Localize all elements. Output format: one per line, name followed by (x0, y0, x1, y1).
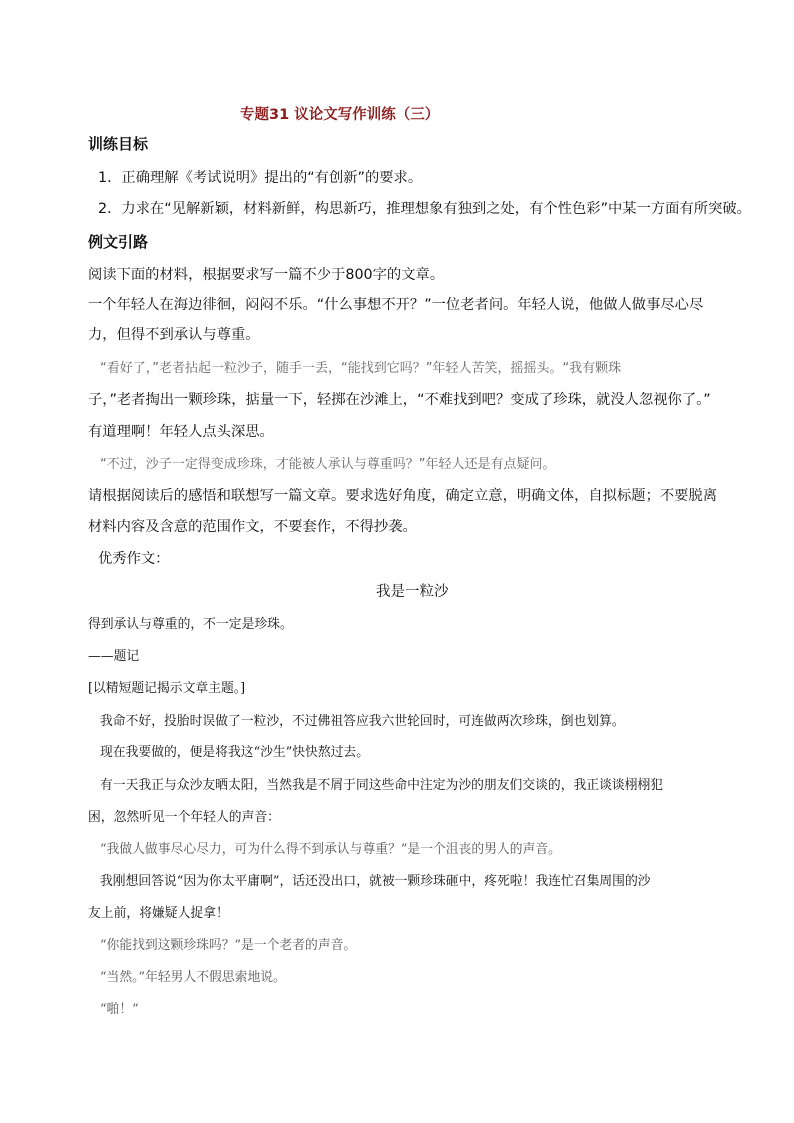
essay-annotation: [以精短题记揭示文章主题。] (88, 681, 246, 696)
material-line: 一个年轻人在海边徘徊，闷闷不乐。“什么事想不开？”一位老者问。年轻人说，他做人做事尽心尽 (88, 297, 704, 313)
essay-title: 我是一粒沙 (376, 584, 449, 600)
material-line: 力，但得不到承认与尊重。 (88, 327, 260, 343)
essay-line: “你能找到这颗珍珠吗？”是一个老者的声音。 (100, 938, 357, 953)
essay-line: 我刚想回答说“因为你太平庸啊”，话还没出口，就被一颗珍珠砸中，疼死啦！我连忙召集周围的沙 (100, 874, 651, 889)
material-line: “看好了，”老者拈起一粒沙子，随手一丢，“能找到它吗？”年轻人苦笑，摇摇头。“我有颗珠 (100, 361, 622, 376)
excellent-essay-label: 优秀作文： (98, 551, 170, 567)
requirement-line: 请根据阅读后的感悟和联想写一篇文章。要求选好角度，确定立意，明确文体，自拟标题；不要脱离 (88, 488, 718, 504)
goal-item-2: 2．力求在“见解新颖，材料新鲜，构思新巧，推理想象有独到之处，有个性色彩”中某一方面有所突破。 (98, 201, 751, 217)
essay-line: 友上前，将嫌疑人捉拿！ (88, 906, 229, 921)
essay-line: 有一天我正与众沙友晒太阳，当然我是不屑于同这些命中注定为沙的朋友们交谈的，我正谈谈栩栩犯 (100, 778, 664, 793)
essay-line: 困，忽然听见一个年轻人的声音： (88, 810, 280, 825)
goals-heading: 训练目标 (88, 135, 149, 153)
essay-line: 现在我要做的，便是将我这“沙生”快快熬过去。 (100, 745, 370, 760)
essay-line: “我做人做事尽心尽力，可为什么得不到承认与尊重？”是一个沮丧的男人的声音。 (100, 842, 561, 857)
essay-line: “当然。”年轻男人不假思索地说。 (100, 970, 286, 985)
material-line: 有道理啊！年轻人点头深思。 (88, 424, 274, 440)
essay-line: 我命不好，投胎时误做了一粒沙，不过佛祖答应我六世轮回时，可连做两次珍珠，倒也划算。 (100, 714, 625, 729)
essay-line: ——题记 (88, 649, 140, 664)
material-line: 子，”老者掏出一颗珍珠，掂量一下，轻掷在沙滩上，“不难找到吧？变成了珍珠，就没人忽视你了。” (88, 392, 711, 408)
material-instruction: 阅读下面的材料，根据要求写一篇不少于800字的文章。 (88, 267, 445, 283)
requirement-line: 材料内容及含意的范围作文，不要套作，不得抄袭。 (88, 519, 417, 535)
essay-line: 得到承认与尊重的，不一定是珍珠。 (88, 617, 293, 632)
page-title: 专题31 议论文写作训练（三） (240, 107, 440, 123)
example-heading: 例文引路 (88, 233, 149, 251)
goal-item-1: 1．正确理解《考试说明》提出的“有创新”的要求。 (98, 170, 423, 186)
essay-line: “啪！” (100, 1002, 139, 1017)
material-line: “不过，沙子一定得变成珍珠，才能被人承认与尊重吗？”年轻人还是有点疑问。 (100, 457, 556, 472)
